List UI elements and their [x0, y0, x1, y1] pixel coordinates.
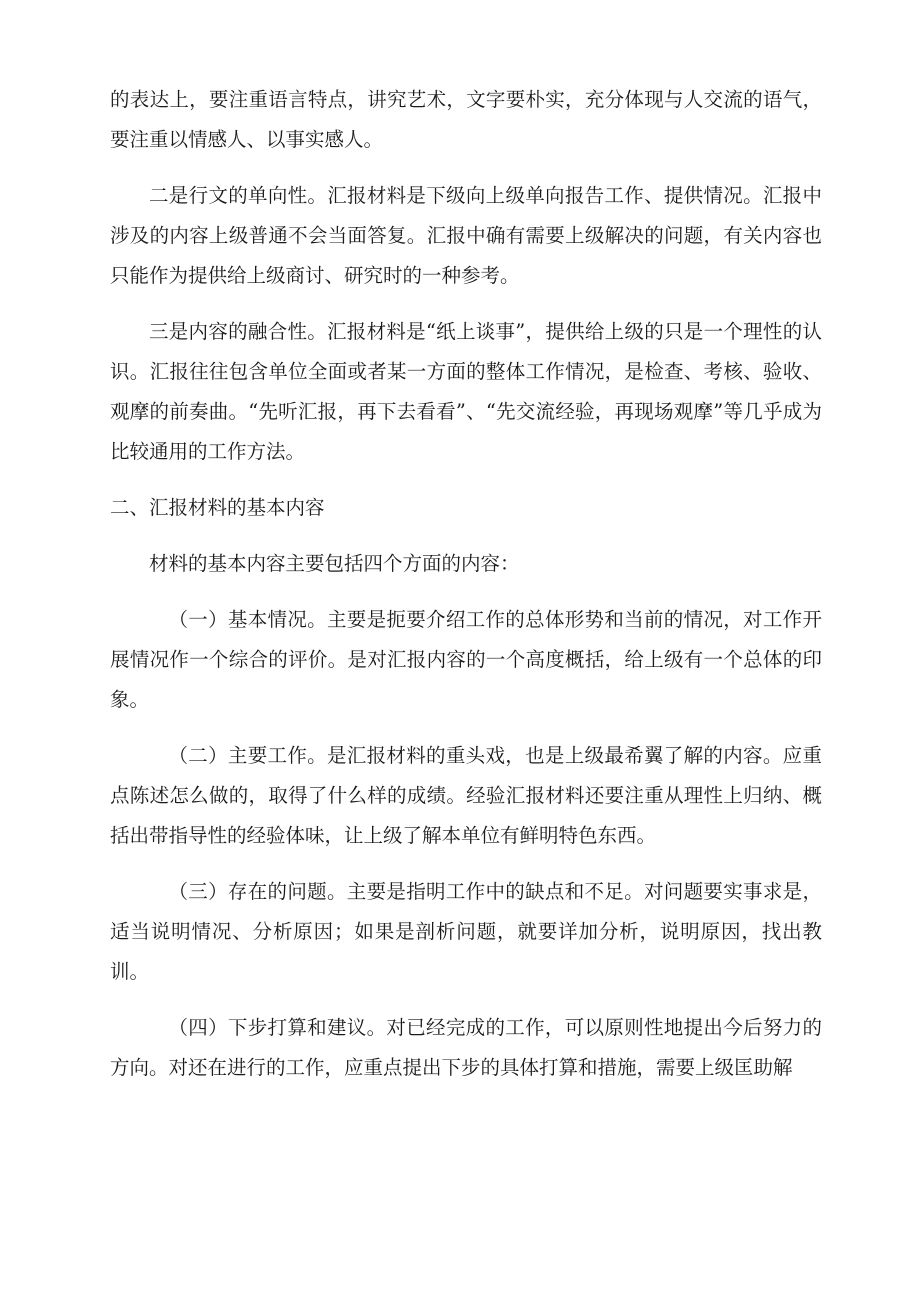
paragraph-item-4: （四）下步打算和建议。对已经完成的工作，可以原则性地提出今后努力的方向。对还在进行的工作，应重点提出下步的具体打算和措施，需要上级匡助解 — [110, 1016, 822, 1079]
paragraph-point-two: 二是行文的单向性。汇报材料是下级向上级单向报告工作、提供情况。汇报中涉及的内容上级普通不会当面答复。汇报中确有需要上级解决的问题，有关内容也只能作为提供给上级商讨、研究时的一种参考。 — [110, 184, 822, 287]
paragraph-item-2: （二）主要工作。是汇报材料的重头戏，也是上级最希翼了解的内容。应重点陈述怎么做的，取得了什么样的成绩。经验汇报材料还要注重从理性上归纳、概括出带指导性的经验体味，让上级了解本单位有鲜明特色东西。 — [110, 744, 822, 847]
paragraph-continuation: 的表达上，要注重语言特点，讲究艺术，文字要朴实，充分体现与人交流的语气，要注重以情感人、以事实感人。 — [110, 88, 822, 151]
paragraph-intro: 材料的基本内容主要包括四个方面的内容： — [149, 552, 520, 575]
section-heading: 二、汇报材料的基本内容 — [110, 496, 325, 519]
paragraph-item-1: （一）基本情况。主要是扼要介绍工作的总体形势和当前的情况，对工作开展情况作一个综合的评价。是对汇报内容的一个高度概括，给上级有一个总体的印象。 — [110, 608, 822, 711]
document-body — [110, 80, 822, 1104]
paragraph-point-three: 三是内容的融合性。汇报材料是“纸上谈事”，提供给上级的只是一个理性的认识。汇报往往包含单位全面或者某一方面的整体工作情况，是检查、考核、验收、观摩的前奏曲。“先听汇报，再下去看看”、“先交流经验，再现场观摩”等几乎成为比较通用的工作方法。 — [110, 320, 822, 463]
paragraph-item-3: （三）存在的问题。主要是指明工作中的缺点和不足。对问题要实事求是，适当说明情况、分析原因；如果是剖析问题，就要详加分析，说明原因，找出教训。 — [110, 880, 822, 983]
